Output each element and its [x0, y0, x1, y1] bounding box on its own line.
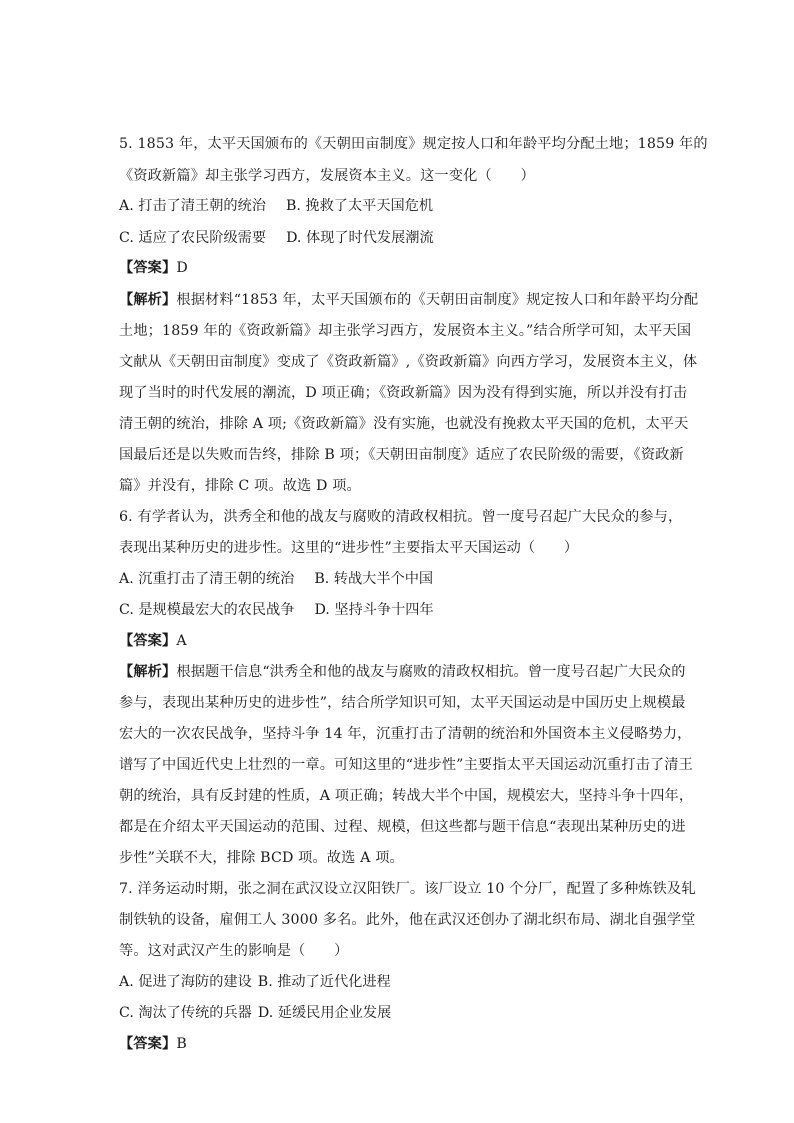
q7-option-d: D. 延缓民用企业发展 — [257, 1005, 392, 1021]
q5-option-c: C. 适应了农民阶级需要 — [119, 230, 267, 246]
q7-answer-value: B — [176, 1036, 187, 1052]
q5-analysis-text-1: 根据材料“1853 年，太平天国颁布的《天朝田亩制度》规定按人口和年龄平均分配 — [176, 292, 699, 308]
q6-stem-line-1: 6. 有学者认为，洪秀全和他的战友与腐败的清政权相抗。曾一度号召起广大民众的参与， — [119, 509, 683, 525]
q6-analysis-label: 【解析】 — [119, 664, 177, 680]
q5-option-b: B. 挽救了太平天国危机 — [285, 198, 434, 214]
q6-option-row-2 — [119, 600, 434, 620]
q6-analysis-line-3: 宏大的一次农民战争，坚持斗争 14 年，沉重打击了清朝的统治和外国资本主义侵略势力， — [119, 726, 692, 742]
q5-analysis-line-6: 国最后还是以失败而告终，排除 B 项；《天朝田亩制度》适应了农民阶级的需要，《资政新 — [119, 447, 684, 463]
q6-option-c: C. 是规模最宏大的农民战争 — [119, 602, 295, 618]
q6-analysis-line-6: 都是在介绍太平天国运动的范围、过程、规模，但这些都与题干信息“表现出某种历史的进 — [119, 819, 686, 835]
q5-analysis-label: 【解析】 — [119, 292, 177, 308]
q5-analysis-line-7: 篇》并没有，排除 C 项。故选 D 项。 — [119, 478, 361, 494]
q6-option-b: B. 转战大半个中国 — [314, 571, 434, 587]
q6-analysis-line-5: 朝的统治，具有反封建的性质，A 项正确；转战大半个中国，规模宏大，坚持斗争十四年， — [119, 788, 694, 804]
q5-analysis-line-4: 现了当时的时代发展的潮流，D 项正确；《资政新篇》因为没有得到实施，所以并没有打击 — [119, 385, 688, 401]
q5-option-a: A. 打击了清王朝的统治 — [119, 198, 266, 214]
q7-stem-line-3: 等。这对武汉产生的影响是（ ） — [119, 943, 349, 959]
q5-option-row-1 — [119, 196, 433, 216]
q7-option-row-2 — [119, 1003, 391, 1023]
q5-analysis-line-3: 文献从《天朝田亩制度》变成了《资政新篇》,《资政新篇》向西方学习，发展资本主义，体 — [119, 354, 698, 370]
q6-analysis-line-1 — [119, 662, 686, 682]
q6-option-d: D. 坚持斗争十四年 — [314, 602, 434, 618]
q6-option-a: A. 沉重打击了清王朝的统治 — [119, 571, 295, 587]
q7-stem-line-1: 7. 洋务运动时期，张之洞在武汉设立汉阳铁厂。该厂设立 10 个分厂，配置了多种炼铁及轧 — [119, 881, 696, 897]
q7-answer — [119, 1034, 679, 1054]
q5-answer — [119, 258, 679, 278]
q5-stem-line-2: 《资政新篇》却主张学习西方，发展资本主义。这一变化（ ） — [119, 168, 535, 184]
q5-answer-label: 【答案】 — [119, 260, 177, 276]
q5-answer-value: D — [176, 260, 188, 276]
q6-answer-value: A — [176, 633, 187, 649]
q7-answer-label: 【答案】 — [119, 1036, 177, 1052]
q6-analysis-line-2: 参与，表现出某种历史的进步性”，结合所学知识可知，太平天国运动是中国历史上规模最 — [119, 695, 686, 711]
q5-stem-line-1: 5. 1853 年，太平天国颁布的《天朝田亩制度》规定按人口和年龄平均分配土地；1859 年的 — [119, 136, 708, 152]
q7-option-c: C. 淘汰了传统的兵器 — [119, 1005, 252, 1021]
q6-answer-label: 【答案】 — [119, 633, 177, 649]
q6-analysis-line-7: 步性”关联不大，排除 BCD 项。故选 A 项。 — [119, 850, 404, 866]
q6-analysis-line-4: 谱写了中国近代史上壮烈的一章。可知这里的“进步性”主要指太平天国运动沉重打击了清王 — [119, 757, 693, 773]
q6-stem-line-2: 表现出某种历史的进步性。这里的“进步性”主要指太平天国运动（ ） — [119, 540, 579, 556]
q7-stem-line-2: 制铁轨的设备，雇佣工人 3000 多名。此外，他在武汉还创办了湖北织布局、湖北自强学堂 — [119, 912, 696, 928]
q5-option-d: D. 体现了时代发展潮流 — [286, 230, 434, 246]
q7-option-row-1 — [119, 972, 391, 992]
q5-analysis-line-1 — [119, 290, 699, 310]
q7-option-b: B. 推动了近代化进程 — [257, 974, 391, 990]
q5-analysis-line-2: 土地；1859 年的《资政新篇》却主张学习西方，发展资本主义。”结合所学可知，太平天国 — [119, 323, 692, 339]
q6-analysis-text-1: 根据题干信息“洪秀全和他的战友与腐败的清政权相抗。曾一度号召起广大民众的 — [176, 664, 686, 680]
q6-answer — [119, 631, 679, 651]
q5-option-row-2 — [119, 228, 434, 248]
q5-analysis-line-5: 清王朝的统治，排除 A 项;《资政新篇》没有实施，也就没有挽救太平天国的危机，太平天 — [119, 416, 689, 432]
q6-option-row-1 — [119, 569, 433, 589]
q7-option-a: A. 促进了海防的建设 — [119, 974, 252, 990]
